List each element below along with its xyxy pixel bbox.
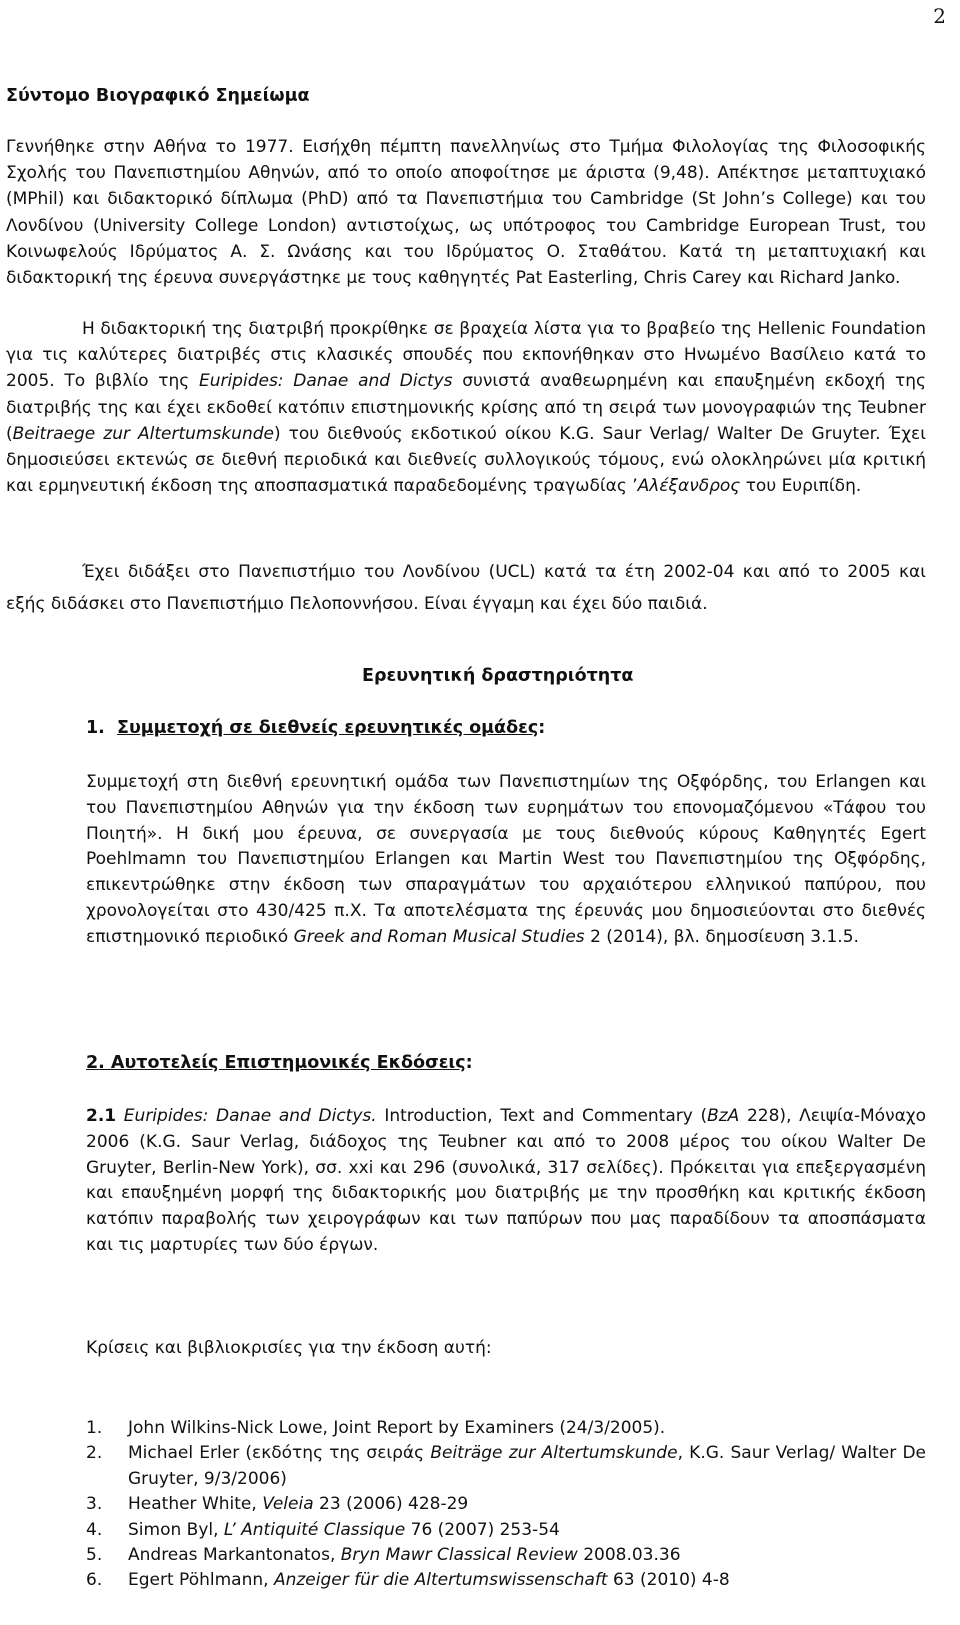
bio-p2-text-a: Η διδακτορική της διατριβή προκρίθηκε σε βραχεία λίστα για το βραβείο της Hellenic Foundation για τις καλύτερες διατριβές στις κλασικές σπουδές που εκπονήθηκαν στο Ηνωμένο Βασίλειο κατά το 2005. Το βιβλίο της [6, 319, 926, 392]
bio-p2-book-title: Euripides: Danae and Dictys [198, 371, 453, 392]
bio-p2-series-title: Beitraege zur Altertumskunde [12, 423, 274, 444]
bio-paragraph-1 [6, 134, 926, 291]
review-item: 4. Simon Byl, L’ Antiquité Classique 76 (2007) 253-54 [86, 1519, 560, 1540]
reviews-list [86, 1416, 926, 1594]
section-2-colon: : [465, 1053, 473, 1073]
section-1-text-b: 2 (2014), βλ. δημοσίευση 3.1.5. [590, 926, 859, 947]
edition-2-1 [86, 1104, 926, 1259]
section-2-title: 2. Αυτοτελείς Επιστημονικές Εκδόσεις [86, 1053, 466, 1073]
bio-paragraph-3: Έχει διδάξει στο Πανεπιστήμιο του Λονδίνου (UCL) κατά τα έτη 2002-04 και από το 2005 και εξής διδάσκει στο Πανεπιστήμιο Πελοποννήσου. Είναι έγγαμη και έχει δύο παιδιά. [6, 562, 926, 614]
section-1-number: 1. [86, 718, 105, 738]
bio-p2-text-d: του Ευριπίδη. [745, 476, 862, 497]
bio-p2-text-c: ) του διεθνούς εκδοτικού οίκου K.G. Saur Verlag/ Walter De Gruyter. Έχει δημοσιεύσει εκτενώς σε διεθνή περιοδικά και διεθνείς συλλογικούς τόμους, ενώ ολοκληρώνει μία κριτική και ερμηνευτική έκδοση της αποσπασματικά παραδεδομένης τραγωδίας ’ [6, 423, 926, 497]
section-1-paragraph [86, 770, 926, 951]
section-1-journal: Greek and Roman Musical Studies [293, 926, 585, 947]
edition-2-1-text-b: 228), Λειψία-Μόναχο 2006 (K.G. Saur Verlag, διάδοχος της Teubner και από το 2008 μέρος του οίκου Walter De Gruyter, Berlin-New York), σσ. xxi και 296 (συνολικά, 317 σελίδες). Πρόκειται για επεξεργασμένη και επαυξημένη μορφή της διδακτορικής μου διατριβής με την προσθήκη και κριτικής έκδοση κατόπιν παραβολής των χειρογράφων και των παπύρων που μας παραδίδουν τα αποσπάσματα και τις μαρτυρίες των δύο έργων. [86, 1106, 927, 1255]
bio-p1-text: Γεννήθηκε στην Αθήνα το 1977. Εισήχθη πέμπτη πανελληνίως στο Τμήμα Φιλολογίας της Φιλοσοφικής Σχολής του Πανεπιστημίου Αθηνών, από το οποίο αποφοίτησε με άριστα (9,48). Απέκτησε μεταπτυχιακό (MPhil) και διδακτορικό δίπλωμα (PhD) από τα Πανεπιστήμια του Cambridge (St John’s College) και του Λονδίνου (University College London) αντιστοίχως, ως υπότροφος του Cambridge European Trust, του Κοινωφελούς Ιδρύματος Α. Σ. Ωνάσης και του Ιδρύματος Ο. Σταθάτου. Κατά τη μεταπτυχιακή και διδακτορική της έρευνα συνεργάστηκε με τους καθηγητές Pat Easterling, Chris Carey και Richard Janko. [6, 137, 926, 289]
section-1-text-a: Συμμετοχή στη διεθνή ερευνητική ομάδα των Πανεπιστημίων της Οξφόρδης, του Erlangen και του Πανεπιστημίου Αθηνών για την έκδοση των ευρημάτων του επονομαζόμενου «Τάφου του Ποιητή». Η δική μου έρευνα, σε συνεργασία με τους διεθνούς κύρους Καθηγητές Egert Poehlmamn του Πανεπιστημίου Erlangen και Martin West του Πανεπιστημίου της Οξφόρδης, επικεντρώθηκε στην έκδοση των σπαραγμάτων του αρχαιότερου ελληνικού παπύρου, που χρονολογείται στο 430/425 π.Χ. Τα αποτελέσματα της έρευνάς μου δημοσιεύονται στο διεθνές επιστημονικό περιοδικό [86, 772, 926, 947]
bio-paragraph-2 [6, 316, 926, 499]
review-item: 2. Michael Erler (εκδότης της σειράς Beiträge zur Altertumskunde, K.G. Saur Verlag/ Walter De Gruyter, 9/3/2006) [86, 1443, 927, 1489]
edition-2-1-series: BzA [707, 1106, 740, 1126]
bio-p2-text-b: συνιστά αναθεωρημένη και επαυξημένη εκδοχή της διατριβής της και έχει εκδοθεί κατόπιν επιστημονικής κρίσης από τη σειρά των μονογραφιών της Teubner ( [6, 371, 927, 444]
review-item: 6. Egert Pöhlmann, Anzeiger für die Altertumswissenschaft 63 (2010) 4-8 [86, 1570, 730, 1591]
page-number: 2 [933, 4, 946, 28]
section-2-heading [86, 1053, 473, 1073]
reviews-heading: Κρίσεις και βιβλιοκρισίες για την έκδοση αυτή: [86, 1338, 492, 1358]
section-1-heading [86, 718, 545, 738]
edition-2-1-number: 2.1 [86, 1106, 117, 1126]
edition-2-1-title: Euripides: Danae and Dictys. [123, 1106, 377, 1126]
bio-p2-play-title: Αλέξανδρος [637, 476, 741, 497]
review-item: 3. Heather White, Veleia 23 (2006) 428-29 [86, 1494, 469, 1515]
section-1-title: Συμμετοχή σε διεθνείς ερευνητικές ομάδες [117, 718, 539, 738]
research-title: Ερευνητική δραστηριότητα [362, 666, 634, 686]
bio-title: Σύντομο Βιογραφικό Σημείωμα [6, 86, 310, 106]
review-item: 5. Andreas Markantonatos, Bryn Mawr Classical Review 2008.03.36 [86, 1545, 681, 1566]
review-item: 1. John Wilkins-Nick Lowe, Joint Report by Examiners (24/3/2005). [86, 1418, 666, 1438]
edition-2-1-text-a: Introduction, Text and Commentary ( [384, 1106, 708, 1126]
section-1-colon: : [538, 718, 546, 738]
